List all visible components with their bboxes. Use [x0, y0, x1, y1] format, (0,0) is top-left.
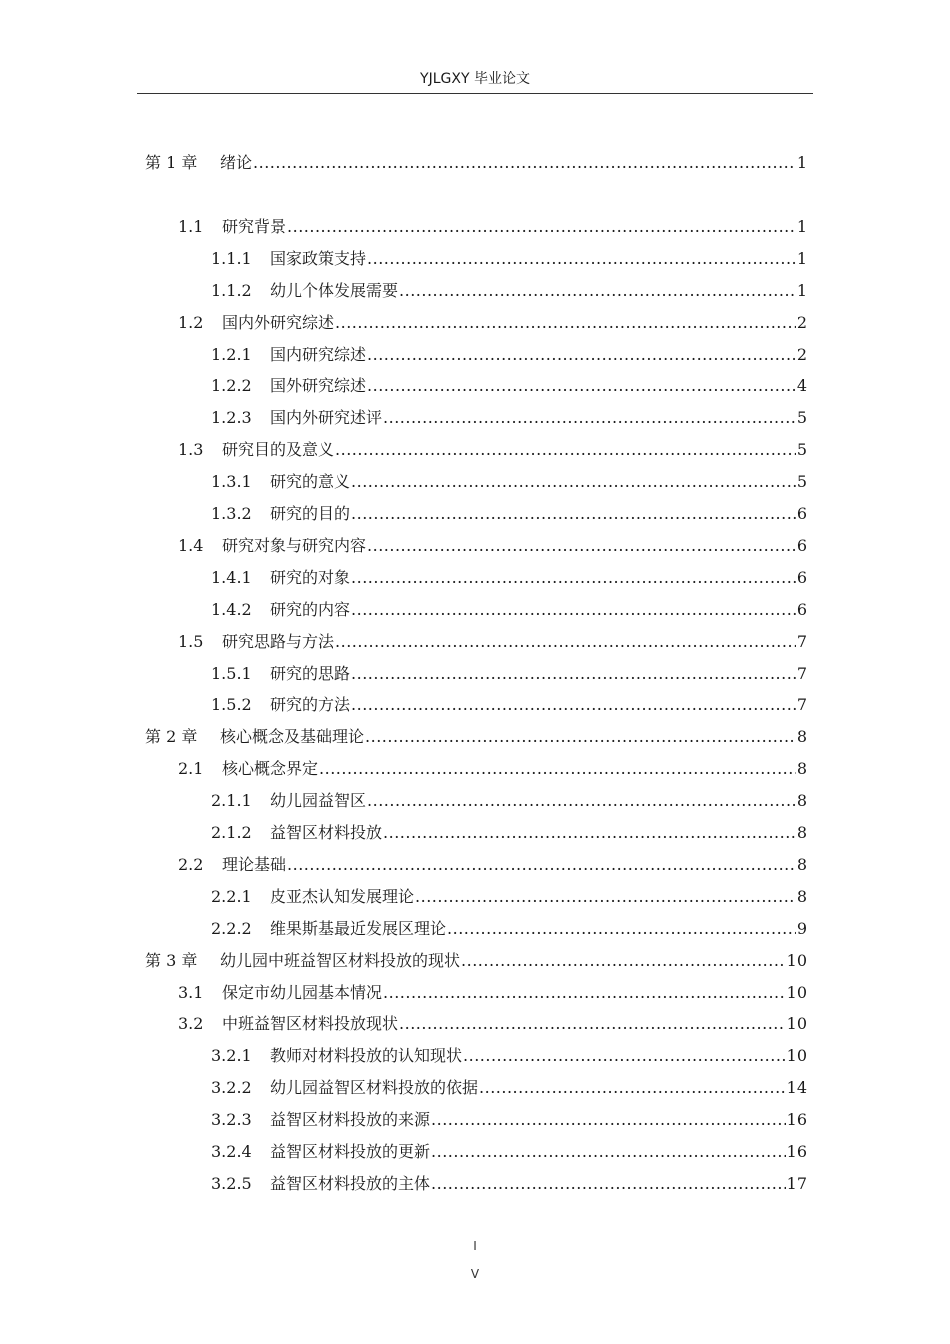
toc-entry-page: 2: [796, 345, 807, 364]
toc-entry-page: 17: [786, 1174, 807, 1193]
toc-dot-leader: [351, 471, 796, 493]
toc-entry-title: 幼儿园益智区材料投放的依据: [270, 1078, 479, 1097]
toc-dot-leader: [367, 344, 796, 366]
toc-entry[interactable]: [178, 631, 807, 653]
toc-entry[interactable]: [178, 982, 807, 1004]
toc-entry[interactable]: [211, 567, 807, 589]
toc-entry-page: 8: [796, 759, 807, 778]
toc-entry[interactable]: [211, 694, 807, 716]
toc-entry[interactable]: [178, 312, 807, 334]
toc-entry-title: 教师对材料投放的认知现状: [270, 1046, 463, 1065]
toc-entry[interactable]: [211, 886, 807, 908]
toc-entry-title: 研究的对象: [270, 568, 351, 587]
toc-entry-title: 国家政策支持: [270, 249, 367, 268]
toc-entry-number: 3.2.1: [211, 1046, 252, 1065]
toc-dot-leader: [431, 1109, 786, 1131]
toc-entry[interactable]: [178, 854, 807, 876]
toc-entry[interactable]: [211, 471, 807, 493]
toc-dot-leader: [335, 631, 796, 653]
toc-entry-number: 3.2.4: [211, 1142, 252, 1161]
toc-entry-number: 2.1: [178, 759, 204, 778]
toc-dot-leader: [383, 822, 796, 844]
toc-entry[interactable]: [211, 280, 807, 302]
toc-entry[interactable]: [211, 1077, 807, 1099]
toc-entry[interactable]: [211, 503, 807, 525]
toc-entry-title: 核心概念界定: [222, 759, 319, 778]
toc-dot-leader: [351, 599, 796, 621]
toc-entry-title: 研究目的及意义: [222, 440, 335, 459]
toc-entry-number: 1.1.1: [211, 249, 252, 268]
toc-entry-title: 皮亚杰认知发展理论: [270, 887, 415, 906]
toc-entry-page: 8: [796, 727, 807, 746]
toc-entry-page: 10: [786, 1014, 807, 1033]
toc-entry-page: 7: [796, 632, 807, 651]
toc-dot-leader: [383, 982, 786, 1004]
toc-entry-page: 8: [796, 823, 807, 842]
toc-entry-page: 16: [786, 1110, 807, 1129]
toc-entry-title: 益智区材料投放的主体: [270, 1174, 431, 1193]
toc-dot-leader: [431, 1141, 786, 1163]
toc-dot-leader: [351, 567, 796, 589]
toc-dot-leader: [365, 726, 796, 748]
toc-entry-number: 1.5.2: [211, 695, 252, 714]
toc-dot-leader: [431, 1173, 786, 1195]
toc-entry-page: 1: [796, 153, 807, 172]
toc-entry-page: 7: [796, 664, 807, 683]
toc-entry-number: 2.1.1: [211, 791, 252, 810]
toc-entry-title: 保定市幼儿园基本情况: [222, 983, 383, 1002]
toc-entry-number: 1.2: [178, 313, 204, 332]
toc-entry-number: 3.2: [178, 1014, 204, 1033]
toc-entry-page: 10: [786, 951, 807, 970]
toc-entry-title: 研究的思路: [270, 664, 351, 683]
toc-dot-leader: [479, 1077, 786, 1099]
toc-entry[interactable]: [211, 918, 807, 940]
toc-dot-leader: [351, 503, 796, 525]
toc-dot-leader: [415, 886, 796, 908]
footer-page-number-secondary: V: [470, 1267, 480, 1281]
toc-entry-title: 幼儿个体发展需要: [270, 281, 399, 300]
toc-entry-page: 6: [796, 536, 807, 555]
toc-entry-page: 9: [796, 919, 807, 938]
toc-entry-number: 2.2.2: [211, 919, 252, 938]
toc-entry-page: 5: [796, 408, 807, 427]
toc-entry[interactable]: [211, 407, 807, 429]
toc-dot-leader: [367, 790, 796, 812]
toc-entry-page: 8: [796, 887, 807, 906]
toc-entry-title: 研究思路与方法: [222, 632, 335, 651]
toc-entry-title: 核心概念及基础理论: [220, 727, 365, 746]
toc-entry-number: 2.2.1: [211, 887, 252, 906]
toc-entry-title: 研究背景: [222, 217, 287, 236]
toc-entry[interactable]: [211, 1109, 807, 1131]
toc-entry-number: 1.2.2: [211, 376, 252, 395]
toc-entry-number: 1.5.1: [211, 664, 252, 683]
toc-entry[interactable]: [211, 822, 807, 844]
toc-entry[interactable]: [145, 726, 807, 748]
toc-entry-title: 维果斯基最近发展区理论: [270, 919, 447, 938]
toc-entry-title: 研究对象与研究内容: [222, 536, 367, 555]
toc-entry-page: 10: [786, 983, 807, 1002]
toc-entry-number: 第 2 章: [145, 727, 198, 746]
toc-entry[interactable]: [178, 758, 807, 780]
toc-entry-number: 3.1: [178, 983, 204, 1002]
toc-entry-page: 4: [796, 376, 807, 395]
toc-entry-page: 5: [796, 440, 807, 459]
toc-dot-leader: [319, 758, 796, 780]
toc-entry-page: 5: [796, 472, 807, 491]
toc-dot-leader: [367, 248, 796, 270]
toc-entry-number: 1.3.1: [211, 472, 252, 491]
toc-entry-title: 国内外研究述评: [270, 408, 383, 427]
toc-entry-number: 3.2.3: [211, 1110, 252, 1129]
toc-entry[interactable]: [211, 599, 807, 621]
toc-entry-page: 1: [796, 249, 807, 268]
toc-entry-page: 8: [796, 791, 807, 810]
toc-entry-number: 1.1: [178, 217, 204, 236]
toc-entry[interactable]: [211, 790, 807, 812]
toc-entry[interactable]: [178, 1013, 807, 1035]
toc-entry-number: 1.1.2: [211, 281, 252, 300]
toc-dot-leader: [461, 950, 786, 972]
footer-page-number: I: [473, 1239, 477, 1253]
toc-entry-title: 理论基础: [222, 855, 287, 874]
toc-entry-title: 国外研究综述: [270, 376, 367, 395]
toc-entry-title: 益智区材料投放的更新: [270, 1142, 431, 1161]
toc-entry-title: 幼儿园中班益智区材料投放的现状: [220, 951, 461, 970]
toc-dot-leader: [367, 535, 796, 557]
toc-entry-title: 研究的方法: [270, 695, 351, 714]
toc-entry-page: 1: [796, 281, 807, 300]
header-divider: [137, 93, 813, 94]
toc-entry-number: 1.4: [178, 536, 204, 555]
toc-dot-leader: [447, 918, 796, 940]
toc-entry-title: 绪论: [220, 153, 253, 172]
toc-dot-leader: [399, 280, 796, 302]
toc-entry[interactable]: [211, 248, 807, 270]
toc-entry-page: 2: [796, 313, 807, 332]
toc-dot-leader: [367, 375, 796, 397]
toc-entry-title: 幼儿园益智区: [270, 791, 367, 810]
toc-entry-page: 7: [796, 695, 807, 714]
toc-entry-page: 6: [796, 568, 807, 587]
toc-entry[interactable]: [178, 216, 807, 238]
toc-entry[interactable]: [178, 439, 807, 461]
page-header-title: YJLGXY 毕业论文: [420, 71, 530, 87]
toc-entry-page: 6: [796, 600, 807, 619]
toc-dot-leader: [399, 1013, 786, 1035]
toc-entry-page: 8: [796, 855, 807, 874]
toc-entry-number: 1.2.3: [211, 408, 252, 427]
toc-entry-page: 6: [796, 504, 807, 523]
toc-entry-page: 1: [796, 217, 807, 236]
toc-entry-title: 中班益智区材料投放现状: [222, 1014, 399, 1033]
toc-entry[interactable]: [145, 950, 807, 972]
toc-entry-number: 1.4.2: [211, 600, 252, 619]
toc-entry-number: 1.5: [178, 632, 204, 651]
toc-entry-title: 国内外研究综述: [222, 313, 335, 332]
toc-entry-page: 14: [786, 1078, 807, 1097]
toc-entry[interactable]: [211, 1141, 807, 1163]
toc-entry-number: 1.3.2: [211, 504, 252, 523]
toc-entry[interactable]: [211, 1173, 807, 1195]
toc-entry-title: 益智区材料投放的来源: [270, 1110, 431, 1129]
toc-dot-leader: [463, 1045, 786, 1067]
toc-entry-title: 研究的目的: [270, 504, 351, 523]
toc-entry[interactable]: [145, 152, 807, 174]
toc-entry[interactable]: [211, 344, 807, 366]
toc-dot-leader: [335, 439, 796, 461]
toc-entry[interactable]: [211, 663, 807, 685]
toc-entry-title: 研究的内容: [270, 600, 351, 619]
toc-entry-number: 第 3 章: [145, 951, 198, 970]
toc-entry[interactable]: [178, 535, 807, 557]
toc-entry-number: 2.1.2: [211, 823, 252, 842]
toc-dot-leader: [253, 152, 796, 174]
toc-entry-title: 研究的意义: [270, 472, 351, 491]
toc-entry-title: 益智区材料投放: [270, 823, 383, 842]
toc-entry-title: 国内研究综述: [270, 345, 367, 364]
toc-entry-page: 16: [786, 1142, 807, 1161]
toc-dot-leader: [335, 312, 796, 334]
toc-dot-leader: [351, 694, 796, 716]
toc-dot-leader: [383, 407, 796, 429]
toc-dot-leader: [287, 216, 796, 238]
toc-entry-number: 3.2.5: [211, 1174, 252, 1193]
toc-entry-page: 10: [786, 1046, 807, 1065]
toc-entry-number: 第 1 章: [145, 153, 198, 172]
toc-entry-number: 2.2: [178, 855, 204, 874]
toc-dot-leader: [351, 663, 796, 685]
toc-dot-leader: [287, 854, 796, 876]
toc-entry[interactable]: [211, 375, 807, 397]
toc-entry-number: 3.2.2: [211, 1078, 252, 1097]
toc-entry-number: 1.2.1: [211, 345, 252, 364]
toc-entry-number: 1.3: [178, 440, 204, 459]
toc-entry[interactable]: [211, 1045, 807, 1067]
toc-entry-number: 1.4.1: [211, 568, 252, 587]
